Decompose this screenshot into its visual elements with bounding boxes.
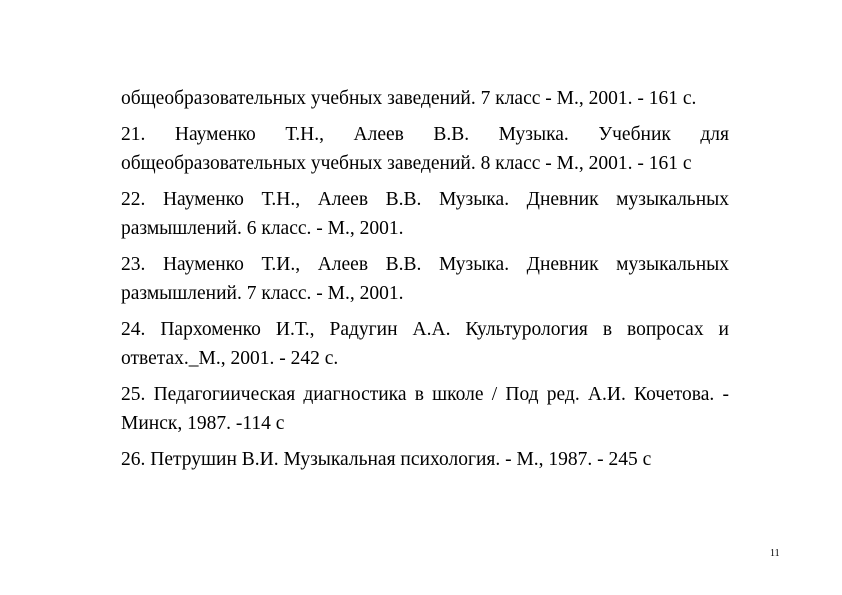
bibliography-list (121, 84, 729, 481)
bibliography-entry-26: 26. Петрушин В.И. Музыкальная психология. - М., 1987. - 245 с (121, 449, 652, 470)
bibliography-entry-20-continuation: общеобразовательных учебных заведений. 7 класс - М., 2001. - 161 с. (121, 88, 697, 109)
bibliography-entry-25: 25. Педагогиическая диагностика в школе / Под ред. А.И. Кочетова. - Минск, 1987. -114 с (121, 384, 729, 434)
bibliography-entry-22: 22. Науменко Т.Н., Алеев В.В. Музыка. Дневник музыкальных размышлений. 6 класс. - М., 2001. (121, 189, 729, 239)
page-number: 11 (770, 548, 780, 559)
bibliography-entry-23: 23. Науменко Т.И., Алеев В.В. Музыка. Дневник музыкальных размышлений. 7 класс. - М., 2001. (121, 254, 729, 304)
bibliography-entry-24: 24. Пархоменко И.Т., Радугин А.А. Культурология в вопросах и ответах._М., 2001. - 242 с. (121, 319, 729, 369)
bibliography-entry-21: 21. Науменко Т.Н., Алеев В.В. Музыка. Учебник для общеобразовательных учебных заведений. 8 класс - М., 2001. - 161 с (121, 124, 729, 174)
